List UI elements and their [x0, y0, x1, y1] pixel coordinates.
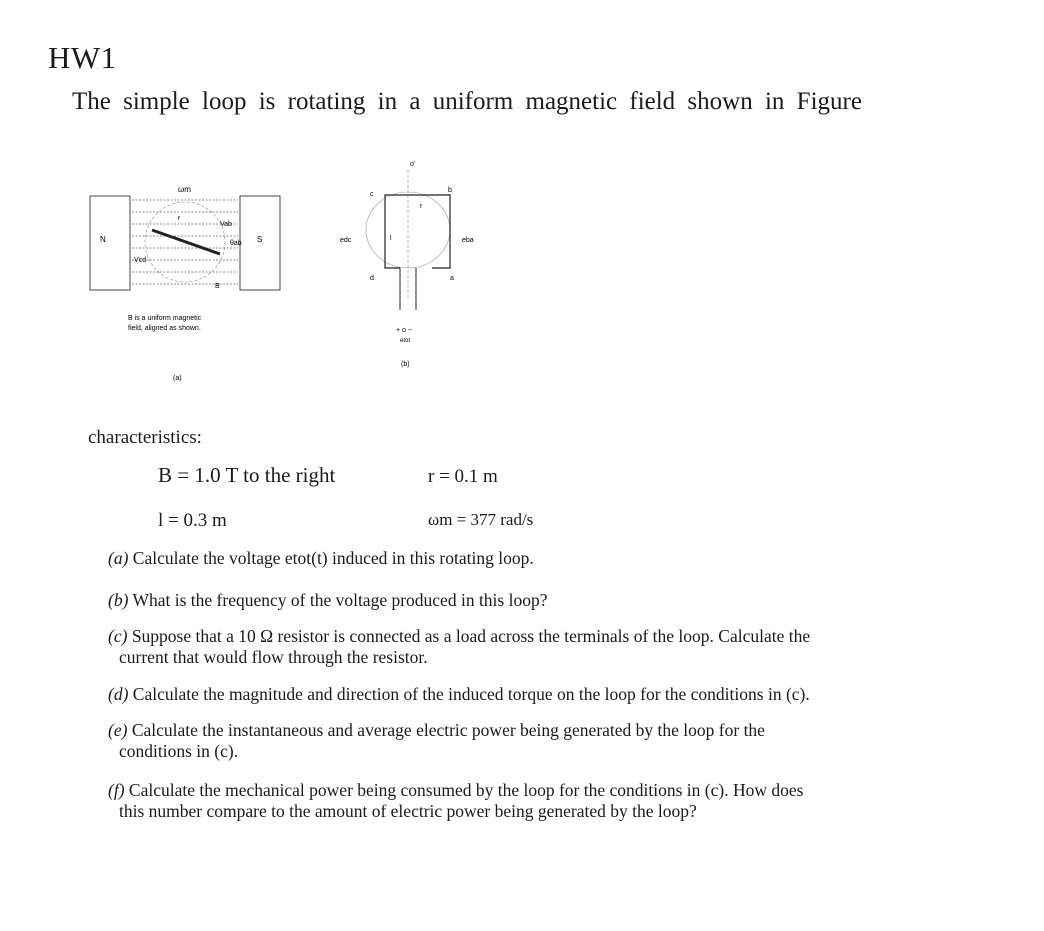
question-b: (b) What is the frequency of the voltage produced in this loop?	[108, 590, 548, 610]
theta-label: θab	[230, 240, 242, 247]
param-omega: ωm = 377 rad/s	[428, 510, 534, 529]
param-radius: r = 0.1 m	[428, 466, 498, 487]
o-prime-label: o'	[410, 161, 416, 168]
b-point-label: b	[448, 187, 452, 194]
loop-figure	[70, 150, 490, 390]
a-label: a	[450, 275, 454, 282]
terminals-label: + o −	[396, 327, 412, 334]
param-length: l = 0.3 m	[158, 510, 227, 531]
edc-label: edc	[340, 237, 352, 244]
north-pole	[90, 196, 130, 290]
question-d: (d) Calculate the magnitude and direction of the induced torque on the loop for the conditions in (c).	[108, 684, 810, 704]
intro-text: The simple loop is rotating in a uniform magnetic field shown in Figure	[72, 88, 862, 115]
b-label: B	[215, 283, 220, 290]
page-title: HW1	[48, 40, 117, 75]
vab-label: Vab	[220, 221, 232, 228]
north-label: N	[100, 235, 106, 244]
d-label: d	[370, 275, 374, 282]
characteristics-label: characteristics:	[88, 427, 202, 448]
question-f: (f) Calculate the mechanical power being consumed by the loop for the conditions in (c). How does this number compare to the amount of electric power being generated by the loop?	[108, 780, 804, 821]
question-e: (e) Calculate the instantaneous and average electric power being generated by the loop for the conditions in (c).	[108, 720, 765, 761]
param-b-field: B = 1.0 T to the right	[158, 463, 336, 487]
l-label: l	[390, 235, 392, 242]
vcd-label: Vcd	[134, 257, 147, 264]
r-label-a: r	[178, 215, 181, 222]
c-label: c	[370, 191, 374, 198]
figure-a-sublabel: (a)	[173, 375, 182, 382]
south-label: S	[257, 235, 263, 244]
eba-label: eba	[462, 237, 474, 244]
figure-b-sublabel: (b)	[401, 361, 410, 368]
r-label-b: r	[420, 203, 423, 210]
figure-a-caption-1: B is a uniform magnetic	[128, 315, 202, 322]
figure-a-caption-2: field, aligned as shown.	[128, 325, 201, 332]
question-a: (a) Calculate the voltage etot(t) induced in this rotating loop.	[108, 548, 534, 568]
etot-label: etot	[400, 338, 411, 344]
omega-label: ωm	[178, 185, 191, 194]
loop-conductor	[152, 230, 220, 254]
question-c: (c) Suppose that a 10 Ω resistor is connected as a load across the terminals of the loop. Calculate the current that would flow through the resistor.	[108, 626, 811, 667]
